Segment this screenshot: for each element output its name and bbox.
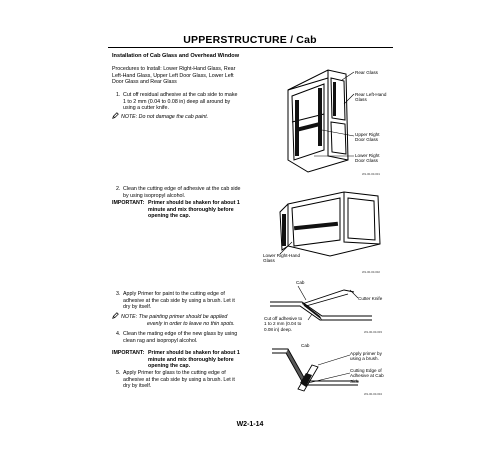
step-line: Cut off residual adhesive at the cab side to make [123, 92, 238, 98]
step-line: clean rag and isopropyl alcohol. [123, 337, 198, 344]
label-line: 1 to 2 mm (0.04 to [264, 321, 302, 327]
step-line: by using isopropyl alcohol. [123, 192, 186, 199]
note-text: NOTE: The painting primer should be applied [121, 314, 228, 320]
note-text: NOTE: Do not damage the cab paint. [121, 114, 209, 120]
step-line: adhesive at the cab side by using a brush. Let it [123, 297, 235, 304]
important-label: IMPORTANT: [112, 350, 145, 356]
important-label: IMPORTANT: [112, 200, 145, 206]
step-text [123, 291, 235, 311]
step-line: Apply Primer for glass to the cutting edge of [123, 370, 226, 376]
step-line: Apply Primer for paint to the cutting edge of [123, 291, 225, 297]
note-1 [112, 112, 208, 121]
intro-line: Procedures to Install: Lower Right-Hand Glass, Rear [112, 66, 236, 72]
upper-right-door-label [355, 132, 380, 143]
label-line: Lower Right-Hand [263, 253, 301, 258]
important-line: Primer should be shaken for about 1 [148, 200, 240, 206]
cab-label: Cab [296, 280, 305, 285]
label-line: Door Glass [355, 137, 378, 143]
label-line: Cut off adhesive to [264, 316, 303, 321]
step-line: dry by itself. [123, 383, 152, 390]
label-line: Cutting Edge of [350, 368, 382, 373]
label-line: Upper Right [355, 132, 380, 137]
label-line: Adhesive at Cab [350, 373, 384, 379]
lower-rh-glass-label [263, 253, 300, 264]
header-rule [108, 47, 393, 48]
intro-paragraph [112, 66, 252, 86]
label-line: Glass [263, 258, 275, 264]
important-line: opening the cap. [148, 363, 191, 370]
section-title: Installation of Cab Glass and Overhead Window [112, 53, 240, 59]
note-text: evenly in order to leave no thin spots. [147, 320, 235, 327]
step-number: 2. [116, 186, 121, 192]
rear-lh-glass-label [355, 92, 386, 103]
cab-rear-figure [270, 184, 395, 262]
step-line: Clean the cutting edge of adhesive at the cab side [123, 186, 241, 192]
page-header: UPPERSTRUCTURE / Cab [183, 34, 317, 46]
label-line: using a brush. [350, 356, 379, 362]
step-number: 5. [116, 370, 121, 376]
step-line: 1 to 2 mm (0.04 to 0.08 in) deep all around by [123, 98, 231, 105]
step-number: 3. [116, 291, 121, 297]
label-line: Rear Left-Hand [355, 92, 387, 97]
cab-label: Cab [301, 343, 310, 348]
step-text [123, 92, 237, 112]
step-text [123, 186, 241, 199]
step-line: Clean the mating edge of the new glass by using [123, 331, 238, 337]
important-line: minute and mix thoroughly before [148, 356, 234, 363]
label-line: 0.08 in) deep. [264, 326, 293, 332]
lower-right-door-label [355, 153, 380, 164]
step-number: 1. [116, 92, 121, 98]
label-line: Glass [355, 97, 367, 103]
figure-code: W1-00-00-003 [364, 330, 382, 334]
important-line: Primer should be shaken for about 1 [148, 350, 240, 356]
pencil-icon [112, 112, 119, 119]
label-line: Apply primer by [350, 351, 382, 356]
label-line: Side [350, 378, 360, 384]
figure-code: W1-00-00-002 [362, 270, 380, 274]
step-line: dry by itself. [123, 304, 152, 311]
step-line: using a cutter knife. [123, 105, 169, 112]
page-number: W2-1-14 [236, 421, 264, 428]
rear-glass-label: Rear Glass [355, 70, 378, 75]
pencil-icon [112, 312, 119, 319]
important-text [148, 200, 240, 220]
cut-off-label [264, 316, 302, 332]
figure-code: W1-00-00-001 [362, 172, 380, 176]
cutting-edge-label [350, 368, 384, 384]
intro-line: Door Glass and Rear Glass [112, 79, 177, 86]
label-line: Lower Right [355, 153, 380, 158]
important-line: minute and mix thoroughly before [148, 206, 234, 213]
label-line: Door Glass [355, 158, 378, 164]
step-line: adhesive at the cab side by using a brush. Let it [123, 376, 235, 383]
apply-primer-label [350, 351, 382, 362]
intro-line: Left-Hand Glass, Upper Left Door Glass, Lower Left [112, 72, 234, 79]
cutter-knife-label: Cutter Knife [358, 296, 383, 301]
step-text [123, 331, 237, 344]
step-text [123, 370, 235, 390]
step-number: 4. [116, 331, 121, 337]
figure-code: W1-00-00-004 [364, 392, 382, 396]
important-line: opening the cap. [148, 213, 191, 220]
important-text [148, 350, 240, 370]
note-2 [112, 312, 235, 327]
